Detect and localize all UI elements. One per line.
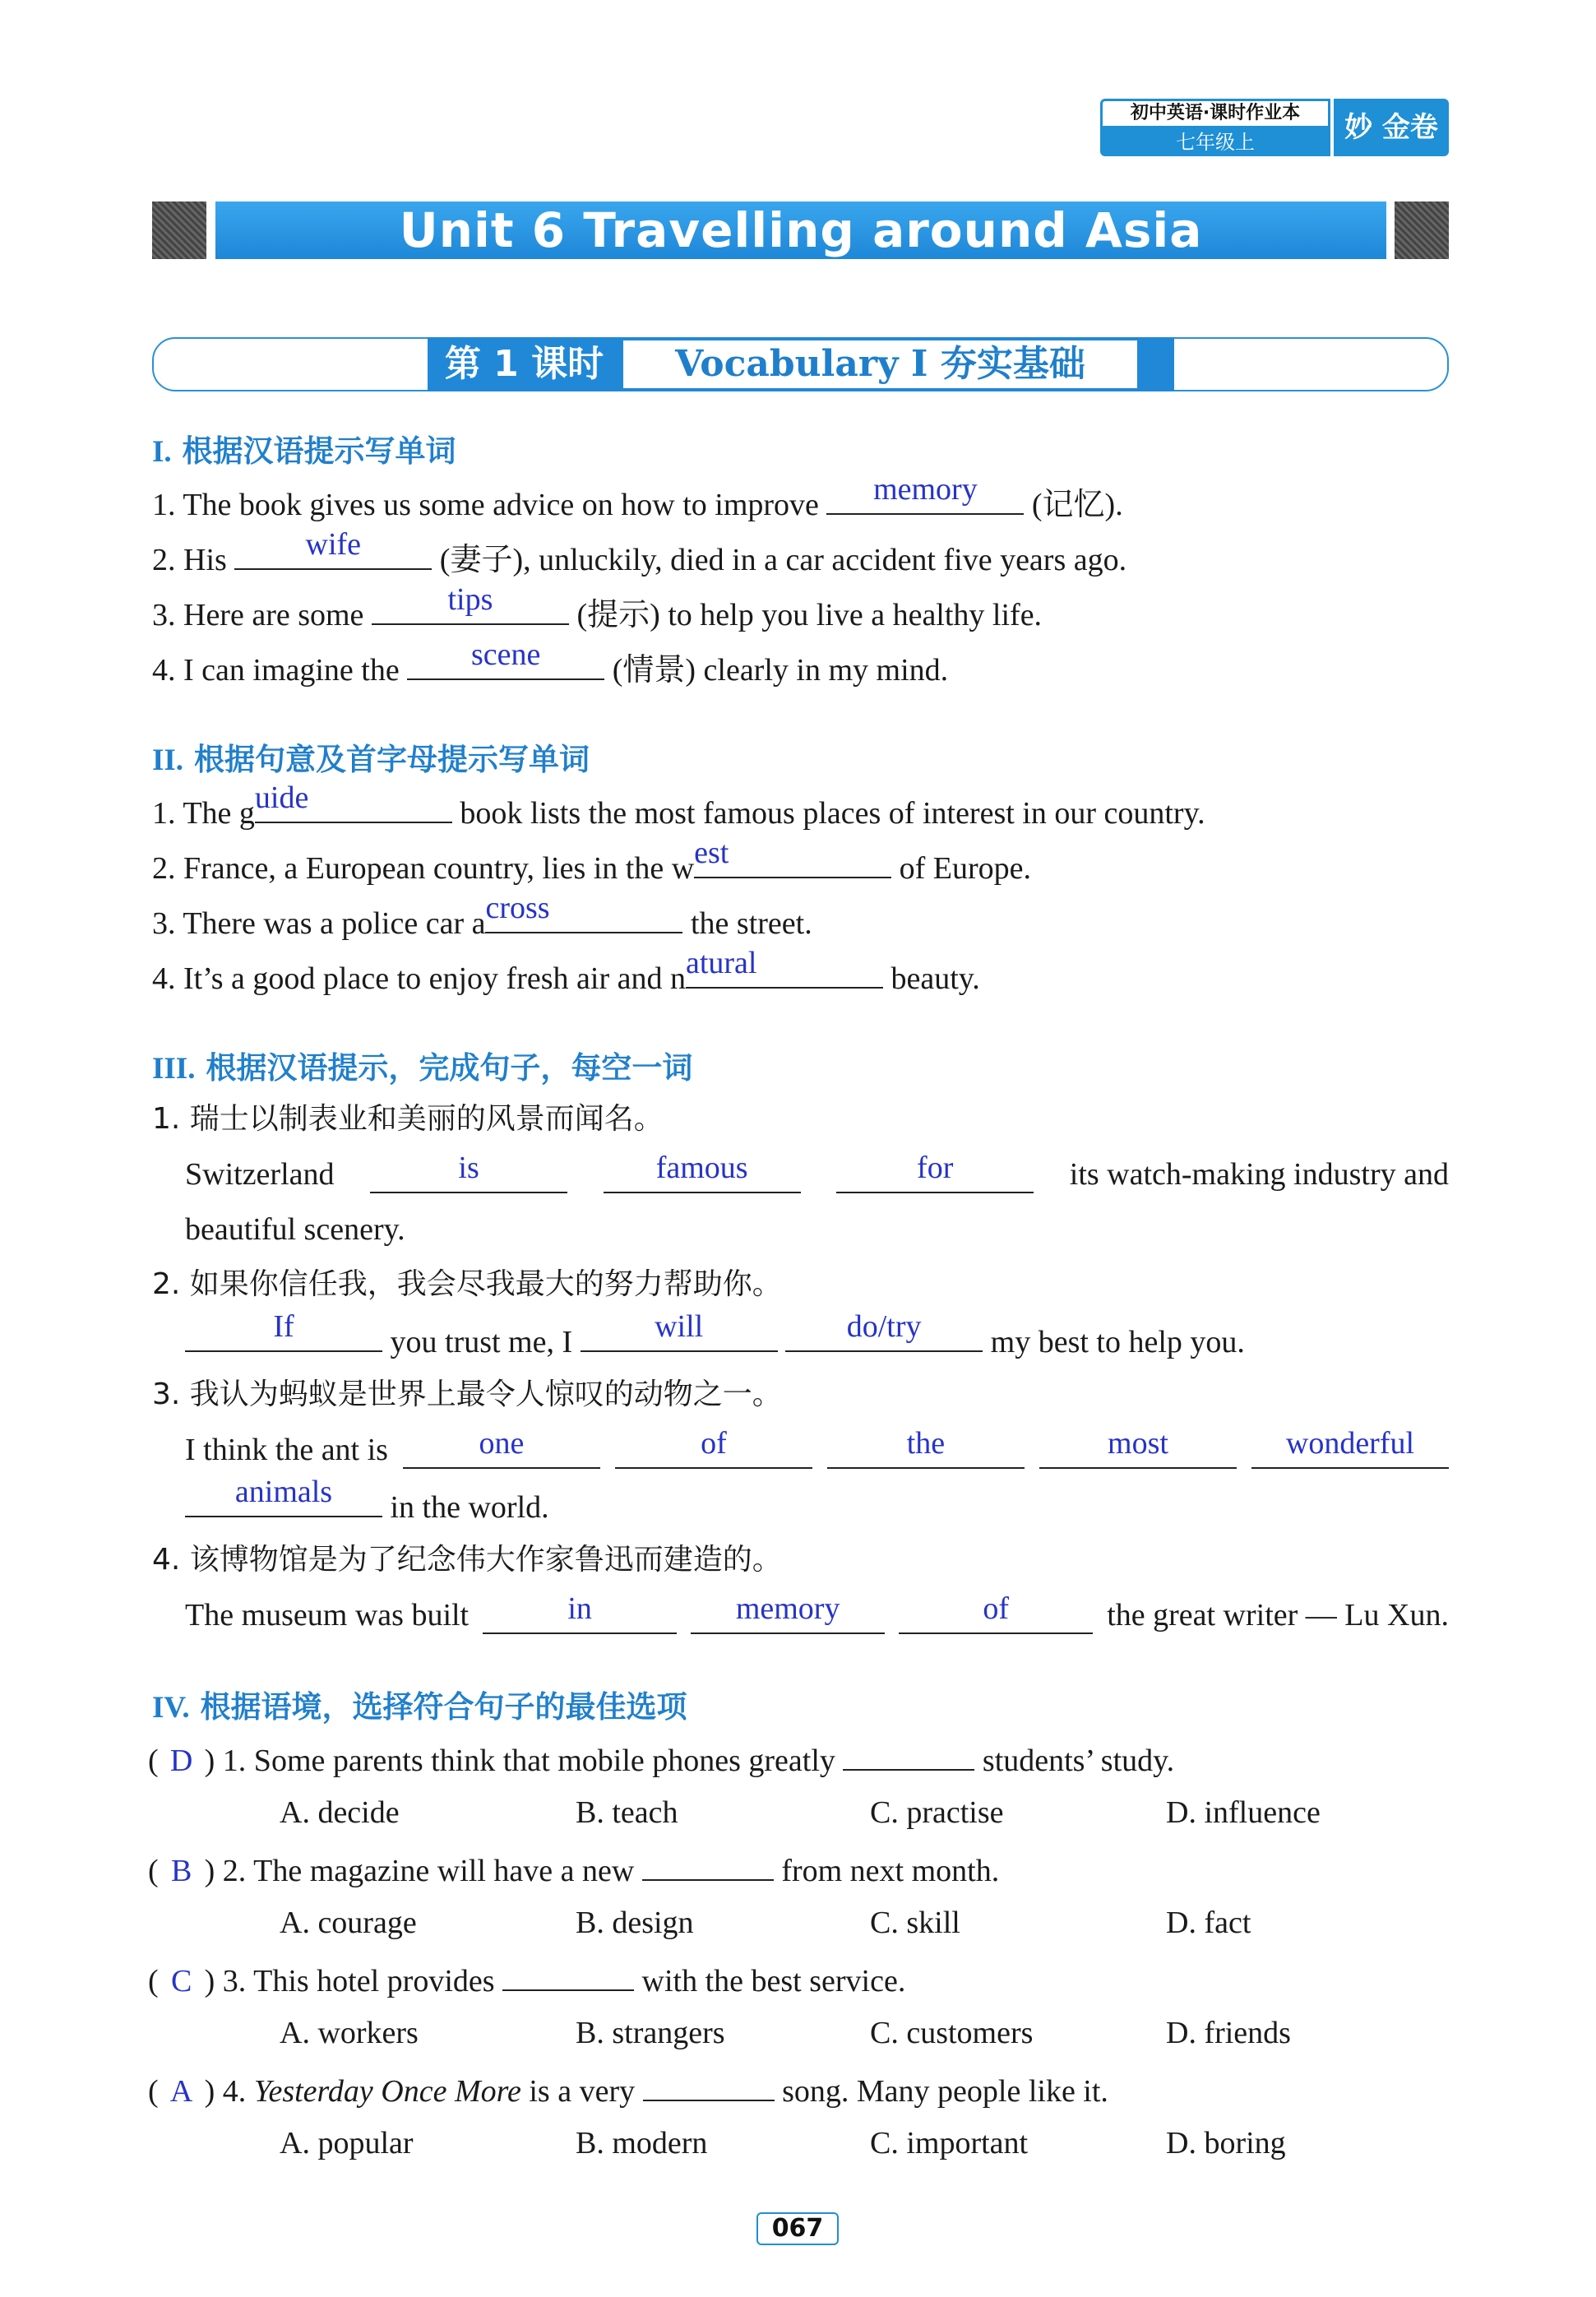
s1-q1 [152,472,1123,524]
option[interactable]: D. influence [1166,1795,1321,1830]
answer-blank[interactable] [604,1151,801,1193]
answer-blank[interactable] [785,1309,983,1352]
section-3-title: 根据汉语提示，完成句子，每空一词 [206,1050,693,1086]
s3-q3-chinese: 3. 我认为蚂蚁是世界上最令人惊叹的动物之一。 [152,1378,782,1411]
section-4-heading [152,1682,687,1726]
song-title: Yesterday Once More [253,2074,521,2109]
option[interactable]: A. workers [280,2016,419,2050]
section-2-number: II. [152,743,184,777]
q-text: 4. I can imagine the [152,653,400,688]
q-text: from next month. [781,1854,1000,1888]
answer-blank[interactable] [694,836,891,878]
answer-blank[interactable] [615,1426,812,1469]
answer: est [694,836,729,870]
answer: cross [485,891,550,925]
section-4-title: 根据语境，选择符合句子的最佳选项 [200,1689,687,1725]
option[interactable]: B. design [576,1906,694,1940]
answer-blank[interactable] [642,1850,774,1881]
answer: of [701,1426,727,1461]
answer: D [169,1744,193,1778]
q-text: ) 3. This hotel provides [204,1964,495,1998]
answer-blank[interactable] [370,1151,567,1193]
q-text: you trust me, I [390,1325,573,1359]
answer: is [458,1151,479,1185]
banner-decoration-right [1395,201,1449,259]
s2-q2 [152,836,1032,887]
option[interactable]: C. practise [870,1795,1004,1830]
answer-blank[interactable] [185,1309,382,1352]
section-1-heading [152,426,456,470]
s3-q1-cont: beautiful scenery. [185,1212,405,1247]
answer: uide [254,780,309,815]
answer: animals [234,1475,333,1509]
q-text: The museum was built [185,1598,470,1632]
answer-blank[interactable] [483,1591,677,1634]
answer: will [655,1309,704,1344]
series-badge [1100,99,1330,156]
option[interactable]: B. teach [576,1795,678,1830]
s4-q3: ( C ) 3. This hotel provides with the best service. [148,1960,905,2000]
s1-q4 [152,637,949,689]
answer-blank[interactable] [485,891,682,933]
answer: atural [685,946,757,980]
option[interactable]: B. strangers [576,2016,725,2050]
option[interactable]: D. friends [1166,2016,1291,2050]
grade-label: 七年级上 [1100,128,1330,156]
banner-decoration-left [152,201,206,259]
answer: memory [873,472,978,507]
option[interactable]: A. decide [280,1795,400,1830]
lesson-number: 第 1 课时 [444,343,604,385]
q-text: is a very [529,2074,636,2109]
s3-q4-chinese: 4. 该博物馆是为了纪念伟大作家鲁迅而建造的。 [152,1543,782,1577]
section-2-title: 根据句意及首字母提示写单词 [193,742,590,777]
lesson-title: Vocabulary I 夯实基础 [623,340,1137,388]
answer: of [983,1591,1009,1626]
answer-blank[interactable] [836,1151,1034,1193]
answer-blank[interactable] [403,1426,600,1469]
option[interactable]: C. important [870,2126,1029,2160]
option[interactable]: A. courage [280,1906,417,1940]
s4-q2: ( B ) 2. The magazine will have a new from next month. [148,1850,999,1890]
section-1-title: 根据汉语提示写单词 [182,433,456,469]
s2-q4 [152,946,980,998]
answer: tips [447,582,493,617]
option[interactable]: D. fact [1166,1906,1251,1940]
answer-blank[interactable] [643,2070,775,2101]
q-text: book lists the most famous places of interest in our country. [460,796,1205,831]
q-text: of Europe. [899,851,1032,886]
answer-blank[interactable] [685,946,883,989]
answer: B [170,1854,192,1888]
section-1-number: I. [152,435,172,469]
q-number: ) 4. [204,2074,247,2109]
answer: do/try [846,1309,922,1344]
answer: famous [655,1151,748,1185]
section-2-heading [152,734,590,779]
answer: the [906,1426,946,1461]
s3-q1-chinese: 1. 瑞士以制表业和美丽的风景而闻名。 [152,1102,664,1136]
q-text: ) 1. Some parents think that mobile phones greatly [204,1744,835,1778]
option[interactable]: C. customers [870,2016,1034,2050]
option[interactable]: A. popular [280,2126,414,2160]
q-text: (妻子), unluckily, died in a car accident five years ago. [439,543,1127,577]
brand-logo: 妙 金卷 [1334,99,1449,156]
s3-q4 [185,1591,1449,1634]
q-text: (情景) clearly in my mind. [612,653,949,688]
q-text: I think the ant is [185,1433,388,1467]
q-text: (提示) to help you live a healthy life. [576,598,1043,632]
answer-blank[interactable] [899,1591,1093,1634]
answer-blank[interactable] [843,1739,974,1771]
answer-blank[interactable] [581,1309,778,1352]
answer: most [1108,1426,1168,1461]
answer-blank[interactable] [185,1475,382,1517]
q-text: 2. France, a European country, lies in the w [152,851,695,886]
q-text: the street. [690,906,812,941]
answer-blank[interactable] [827,1426,1025,1469]
s3-q1 [185,1151,1449,1193]
q-text: 2. His [152,543,227,577]
series-title: 初中英语·课时作业本 [1100,99,1330,128]
answer-blank[interactable] [407,637,604,680]
q-text: in the world. [390,1490,549,1525]
s3-q3 [185,1426,1449,1469]
answer-blank[interactable] [502,1960,634,1991]
s4-q1: ( D ) 1. Some parents think that mobile phones greatly students’ study. [148,1739,1174,1780]
q-text: (记忆). [1031,488,1123,522]
q-text: 1. The g [152,796,255,831]
q-text: 4. It’s a good place to enjoy fresh air and n [152,961,686,996]
s2-q1 [152,780,1205,832]
answer: C [170,1964,192,1998]
answer: one [479,1426,525,1461]
answer-blank[interactable] [234,527,432,570]
q-text: beauty. [891,961,980,996]
answer: memory [735,1591,840,1626]
q-text: the great writer — Lu Xun. [1107,1598,1449,1632]
s3-q2-chinese: 2. 如果你信任我，我会尽我最大的努力帮助你。 [152,1267,782,1301]
answer: for [917,1151,954,1185]
q-text: students’ study. [982,1744,1175,1778]
option[interactable]: B. modern [576,2126,708,2160]
q-text: Switzerland [185,1157,335,1192]
q-text: 3. There was a police car a [152,906,486,941]
option[interactable]: C. skill [870,1906,960,1940]
s2-q3 [152,891,812,942]
page-number: 067 [756,2212,839,2245]
answer: in [567,1591,592,1626]
answer: If [273,1309,294,1344]
s1-q2 [152,527,1127,579]
answer-blank[interactable] [372,582,569,625]
s4-q4: ( A ) 4. Yesterday Once More is a very song. Many people like it. [148,2070,1108,2110]
answer-blank[interactable] [691,1591,885,1634]
q-text: 3. Here are some [152,598,364,632]
q-text: song. Many people like it. [782,2074,1108,2109]
q-text: ) 2. The magazine will have a new [204,1854,635,1888]
q-text: 1. The book gives us some advice on how to improve [152,488,819,522]
s3-q3-cont [185,1475,549,1526]
s3-q2 [185,1309,1245,1361]
section-4-number: IV. [152,1691,190,1725]
answer: A [169,2074,193,2109]
option[interactable]: D. boring [1166,2126,1286,2160]
section-3-heading [152,1043,692,1087]
q-text: its watch-making industry and [1069,1157,1449,1192]
unit-title: Unit 6 Travelling around Asia [215,201,1386,259]
answer-blank[interactable] [254,780,452,823]
answer-blank[interactable] [1039,1426,1237,1469]
answer-blank[interactable] [826,472,1024,515]
answer: wonderful [1285,1426,1415,1461]
s1-q3 [152,582,1043,634]
answer: wife [305,527,362,562]
answer-blank[interactable] [1251,1426,1449,1469]
answer: scene [471,637,541,672]
section-3-number: III. [152,1052,196,1086]
q-text: my best to help you. [990,1325,1245,1359]
q-text: with the best service. [641,1964,906,1998]
